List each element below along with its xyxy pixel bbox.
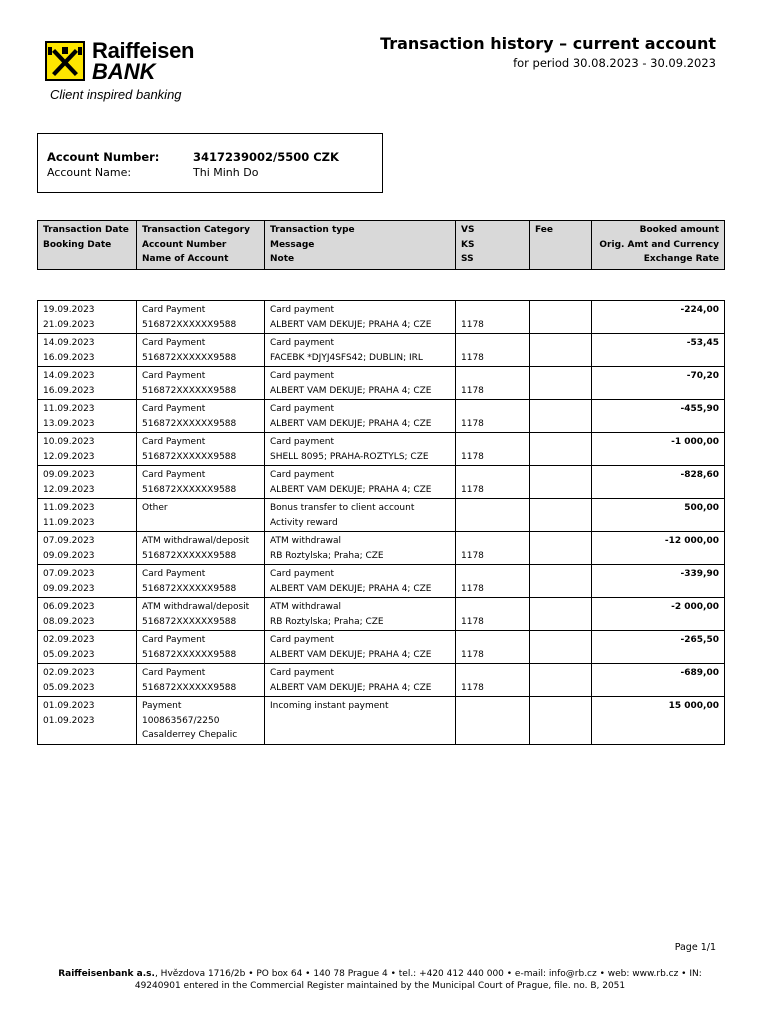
- cell-fee: [530, 334, 592, 367]
- cell-amount: -265,50: [592, 631, 725, 664]
- table-row: [38, 664, 725, 697]
- brand-tagline: Client inspired banking: [50, 87, 182, 102]
- cell-symbols: 1178: [456, 598, 530, 631]
- footer-company: Raiffeisenbank a.s.: [58, 969, 155, 979]
- footer: [40, 968, 720, 992]
- account-number-row: [47, 150, 339, 164]
- cell-amount: -828,60: [592, 466, 725, 499]
- cell-symbols: 1178: [456, 301, 530, 334]
- cell-fee: [530, 565, 592, 598]
- table-row: [38, 334, 725, 367]
- cell-category: Card Payment 516872XXXXXX9588: [137, 301, 265, 334]
- cell-dates: 11.09.2023 13.09.2023: [38, 400, 137, 433]
- cell-amount: -689,00: [592, 664, 725, 697]
- cell-symbols: [456, 499, 530, 532]
- cell-fee: [530, 466, 592, 499]
- cell-dates: 09.09.2023 12.09.2023: [38, 466, 137, 499]
- cell-type: ATM withdrawal RB Roztylska; Praha; CZE: [265, 532, 456, 565]
- account-number-value: 3417239002/5500 CZK: [193, 150, 339, 164]
- header-fee: Fee: [530, 221, 592, 270]
- table-row: [38, 697, 725, 745]
- cell-symbols: 1178: [456, 532, 530, 565]
- cell-dates: 19.09.2023 21.09.2023: [38, 301, 137, 334]
- cell-fee: [530, 400, 592, 433]
- cell-category: Card Payment 516872XXXXXX9588: [137, 367, 265, 400]
- table-row: [38, 565, 725, 598]
- cell-type: Card payment FACEBK *DJYJ4SFS42; DUBLIN; IRL: [265, 334, 456, 367]
- cell-type: Card payment ALBERT VAM DEKUJE; PRAHA 4; CZE: [265, 565, 456, 598]
- header-amount: Booked amount Orig. Amt and Currency Exchange Rate: [592, 221, 725, 270]
- cell-amount: 500,00: [592, 499, 725, 532]
- cell-symbols: 1178: [456, 367, 530, 400]
- transactions-table: [37, 300, 725, 745]
- document-title: Transaction history – current account: [380, 34, 716, 53]
- table-row: [38, 532, 725, 565]
- cell-fee: [530, 499, 592, 532]
- cell-amount: -455,90: [592, 400, 725, 433]
- cell-symbols: [456, 697, 530, 745]
- table-row: [38, 433, 725, 466]
- cell-category: Card Payment 516872XXXXXX9588: [137, 466, 265, 499]
- cell-dates: 07.09.2023 09.09.2023: [38, 532, 137, 565]
- transactions-header: [37, 220, 725, 270]
- cell-type: Incoming instant payment: [265, 697, 456, 745]
- cell-category: Card Payment 516872XXXXXX9588: [137, 334, 265, 367]
- cell-fee: [530, 301, 592, 334]
- cell-fee: [530, 532, 592, 565]
- cell-dates: 01.09.2023 01.09.2023: [38, 697, 137, 745]
- account-name-value: Thi Minh Do: [193, 166, 259, 179]
- account-number-label: Account Number:: [47, 150, 160, 164]
- header-symbols: VS KS SS: [456, 221, 530, 270]
- cell-amount: -70,20: [592, 367, 725, 400]
- cell-type: Card payment ALBERT VAM DEKUJE; PRAHA 4; CZE: [265, 301, 456, 334]
- cell-type: ATM withdrawal RB Roztylska; Praha; CZE: [265, 598, 456, 631]
- cell-symbols: 1178: [456, 334, 530, 367]
- header-type: Transaction type Message Note: [265, 221, 456, 270]
- cell-symbols: 1178: [456, 433, 530, 466]
- cell-dates: 02.09.2023 05.09.2023: [38, 664, 137, 697]
- cell-dates: 06.09.2023 08.09.2023: [38, 598, 137, 631]
- cell-category: Payment 100863567/2250 Casalderrey Chepalic: [137, 697, 265, 745]
- cell-dates: 10.09.2023 12.09.2023: [38, 433, 137, 466]
- cell-fee: [530, 631, 592, 664]
- raiffeisen-gable-icon: [45, 41, 85, 81]
- cell-dates: 14.09.2023 16.09.2023: [38, 334, 137, 367]
- footer-address: , Hvězdova 1716/2b • PO box 64 • 140 78 Prague 4 • tel.: +420 412 440 000 • e-mail: info@rb.cz • web: www.rb.cz • IN:: [154, 969, 702, 979]
- table-row: [38, 367, 725, 400]
- brand-name: Raiffeisen: [92, 38, 195, 63]
- cell-symbols: 1178: [456, 631, 530, 664]
- cell-amount: -339,90: [592, 565, 725, 598]
- table-row: [38, 499, 725, 532]
- cell-amount: 15 000,00: [592, 697, 725, 745]
- cell-dates: 07.09.2023 09.09.2023: [38, 565, 137, 598]
- cell-category: ATM withdrawal/deposit 516872XXXXXX9588: [137, 532, 265, 565]
- cell-fee: [530, 598, 592, 631]
- cell-fee: [530, 664, 592, 697]
- cell-type: Card payment ALBERT VAM DEKUJE; PRAHA 4; CZE: [265, 631, 456, 664]
- cell-amount: -224,00: [592, 301, 725, 334]
- account-info-box: [37, 133, 383, 193]
- cell-symbols: 1178: [456, 466, 530, 499]
- account-name-label: Account Name:: [47, 166, 132, 179]
- cell-type: Card payment ALBERT VAM DEKUJE; PRAHA 4; CZE: [265, 664, 456, 697]
- cell-type: Card payment ALBERT VAM DEKUJE; PRAHA 4; CZE: [265, 367, 456, 400]
- table-row: [38, 400, 725, 433]
- cell-amount: -12 000,00: [592, 532, 725, 565]
- cell-dates: 02.09.2023 05.09.2023: [38, 631, 137, 664]
- cell-fee: [530, 367, 592, 400]
- table-row: [38, 598, 725, 631]
- cell-category: Other: [137, 499, 265, 532]
- cell-symbols: 1178: [456, 664, 530, 697]
- cell-dates: 11.09.2023 11.09.2023: [38, 499, 137, 532]
- cell-type: Card payment ALBERT VAM DEKUJE; PRAHA 4; CZE: [265, 400, 456, 433]
- cell-symbols: 1178: [456, 565, 530, 598]
- cell-category: Card Payment 516872XXXXXX9588: [137, 664, 265, 697]
- table-row: [38, 631, 725, 664]
- cell-symbols: 1178: [456, 400, 530, 433]
- cell-fee: [530, 697, 592, 745]
- cell-amount: -53,45: [592, 334, 725, 367]
- cell-category: Card Payment 516872XXXXXX9588: [137, 433, 265, 466]
- cell-type: Card payment ALBERT VAM DEKUJE; PRAHA 4; CZE: [265, 466, 456, 499]
- footer-register: 49240901 entered in the Commercial Register maintained by the Municipal Court of Prague, file. no. B, 2051: [134, 981, 626, 991]
- cell-amount: -2 000,00: [592, 598, 725, 631]
- header-dates: Transaction Date Booking Date: [38, 221, 137, 270]
- cell-dates: 14.09.2023 16.09.2023: [38, 367, 137, 400]
- brand-bank: BANK: [92, 59, 156, 84]
- header-category: Transaction Category Account Number Name of Account: [137, 221, 265, 270]
- cell-category: Card Payment 516872XXXXXX9588: [137, 400, 265, 433]
- cell-type: Bonus transfer to client account Activity reward: [265, 499, 456, 532]
- cell-category: Card Payment 516872XXXXXX9588: [137, 565, 265, 598]
- cell-category: Card Payment 516872XXXXXX9588: [137, 631, 265, 664]
- cell-amount: -1 000,00: [592, 433, 725, 466]
- cell-category: ATM withdrawal/deposit 516872XXXXXX9588: [137, 598, 265, 631]
- table-row: [38, 466, 725, 499]
- account-name-row: [47, 166, 258, 179]
- table-row: [38, 301, 725, 334]
- document-period: for period 30.08.2023 - 30.09.2023: [513, 56, 716, 70]
- page-number: Page 1/1: [674, 942, 716, 953]
- cell-type: Card payment SHELL 8095; PRAHA-ROZTYLS; CZE: [265, 433, 456, 466]
- cell-fee: [530, 433, 592, 466]
